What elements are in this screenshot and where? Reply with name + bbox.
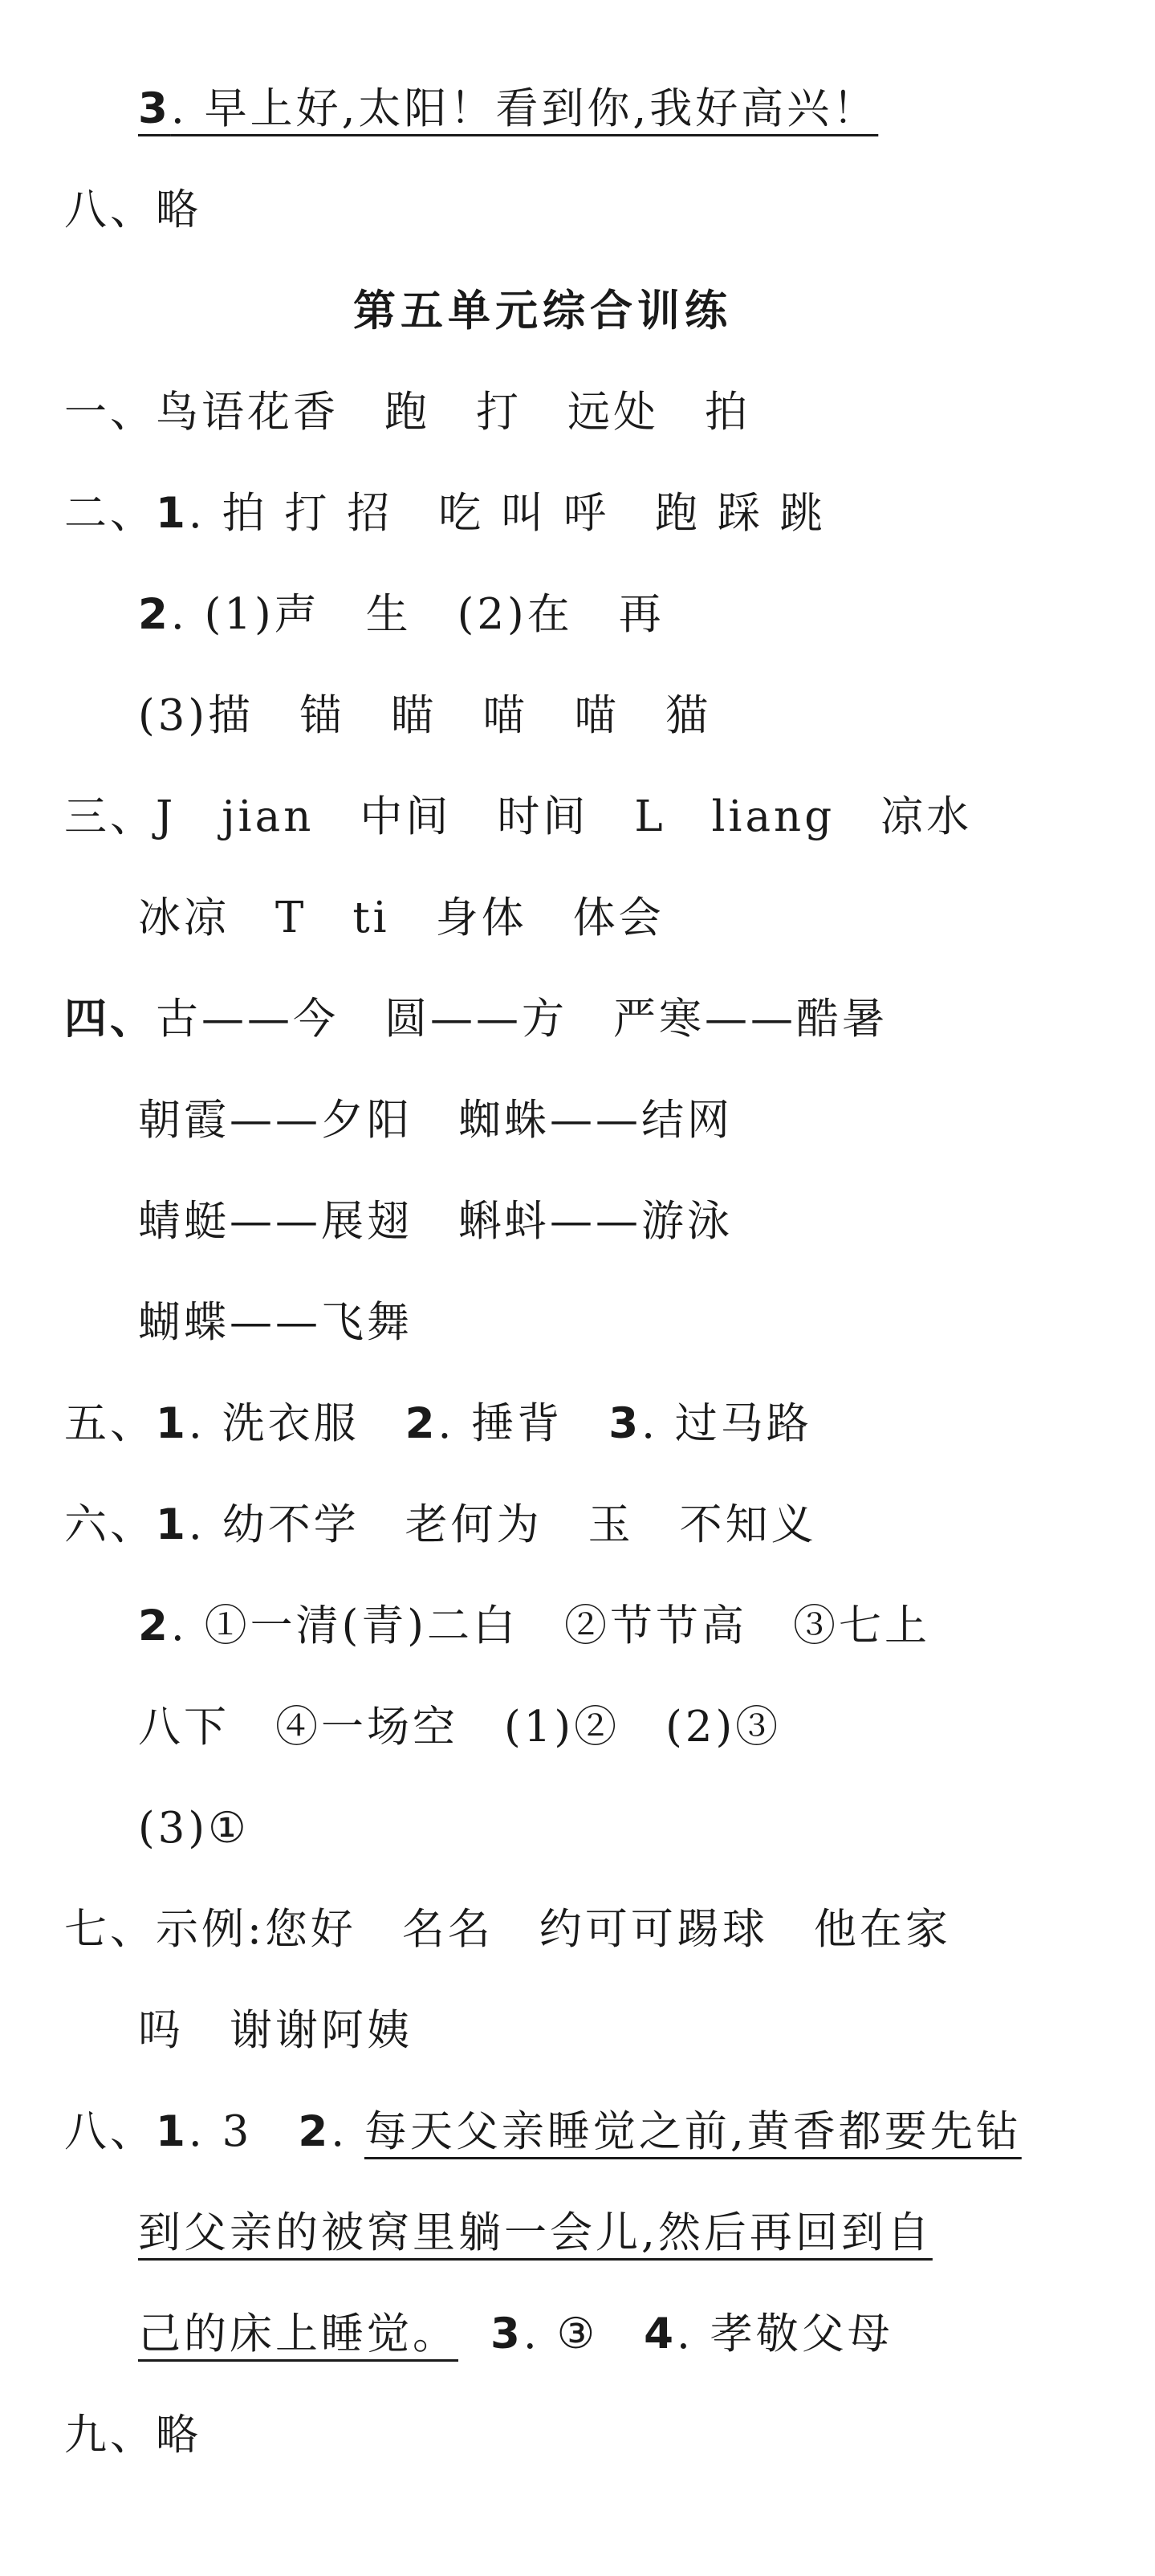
line-q8-a: 八、1. 3 2. 每天父亲睡觉之前,黄香都要先钻 — [64, 2107, 1022, 2156]
line-section8: 八、略 — [64, 185, 201, 234]
line-q4-d: 蝴蝶——飞舞 — [138, 1298, 413, 1347]
line-q3-a: 三、J jian 中间 时间 L liang 凉水 — [64, 792, 973, 841]
line-q8-b: 到父亲的被窝里躺一会儿,然后再回到自 — [138, 2208, 933, 2257]
line-q6-2-end: (3)① — [138, 1804, 250, 1853]
line-section7-item3: 3. 早上好,太阳！看到你,我好高兴！ — [138, 84, 879, 133]
line-q4-b: 朝霞——夕阳 蜘蛛——结网 — [138, 1096, 733, 1145]
line-q7-a: 七、示例:您好 名名 约可可踢球 他在家 — [64, 1905, 951, 1954]
line-q6-2: 2. ①一清(青)二白 ②节节高 ③七上 — [138, 1601, 930, 1650]
line-q6-1: 六、1. 幼不学 老何为 玉 不知义 — [64, 1500, 817, 1549]
line-q2-2: 2. (1)声 生 (2)在 再 — [138, 590, 665, 639]
unit-title: 第五单元综合训练 — [353, 287, 732, 336]
line-q5: 五、1. 洗衣服 2. 捶背 3. 过马路 — [64, 1399, 812, 1448]
line-q4-a: 四、古——今 圆——方 严寒——酷暑 — [64, 995, 888, 1044]
line-q6-2-cont: 八下 ④一场空 (1)② (2)③ — [138, 1703, 782, 1752]
line-q2-3: (3)描 锚 瞄 喵 喵 猫 — [138, 691, 712, 740]
line-q3-b: 冰凉 T ti 身体 体会 — [138, 893, 665, 942]
line-q1: 一、鸟语花香 跑 打 远处 拍 — [64, 388, 750, 437]
line-q7-b: 吗 谢谢阿姨 — [138, 2006, 413, 2055]
line-q9: 九、略 — [64, 2411, 201, 2460]
line-q4-c: 蜻蜓——展翅 蝌蚪——游泳 — [138, 1197, 733, 1246]
line-q8-c: 己的床上睡觉。 3. ③ 4. 孝敬父母 — [138, 2309, 893, 2358]
line-q2-1: 二、1. 拍 打 招 吃 叫 呼 跑 踩 跳 — [64, 489, 826, 538]
